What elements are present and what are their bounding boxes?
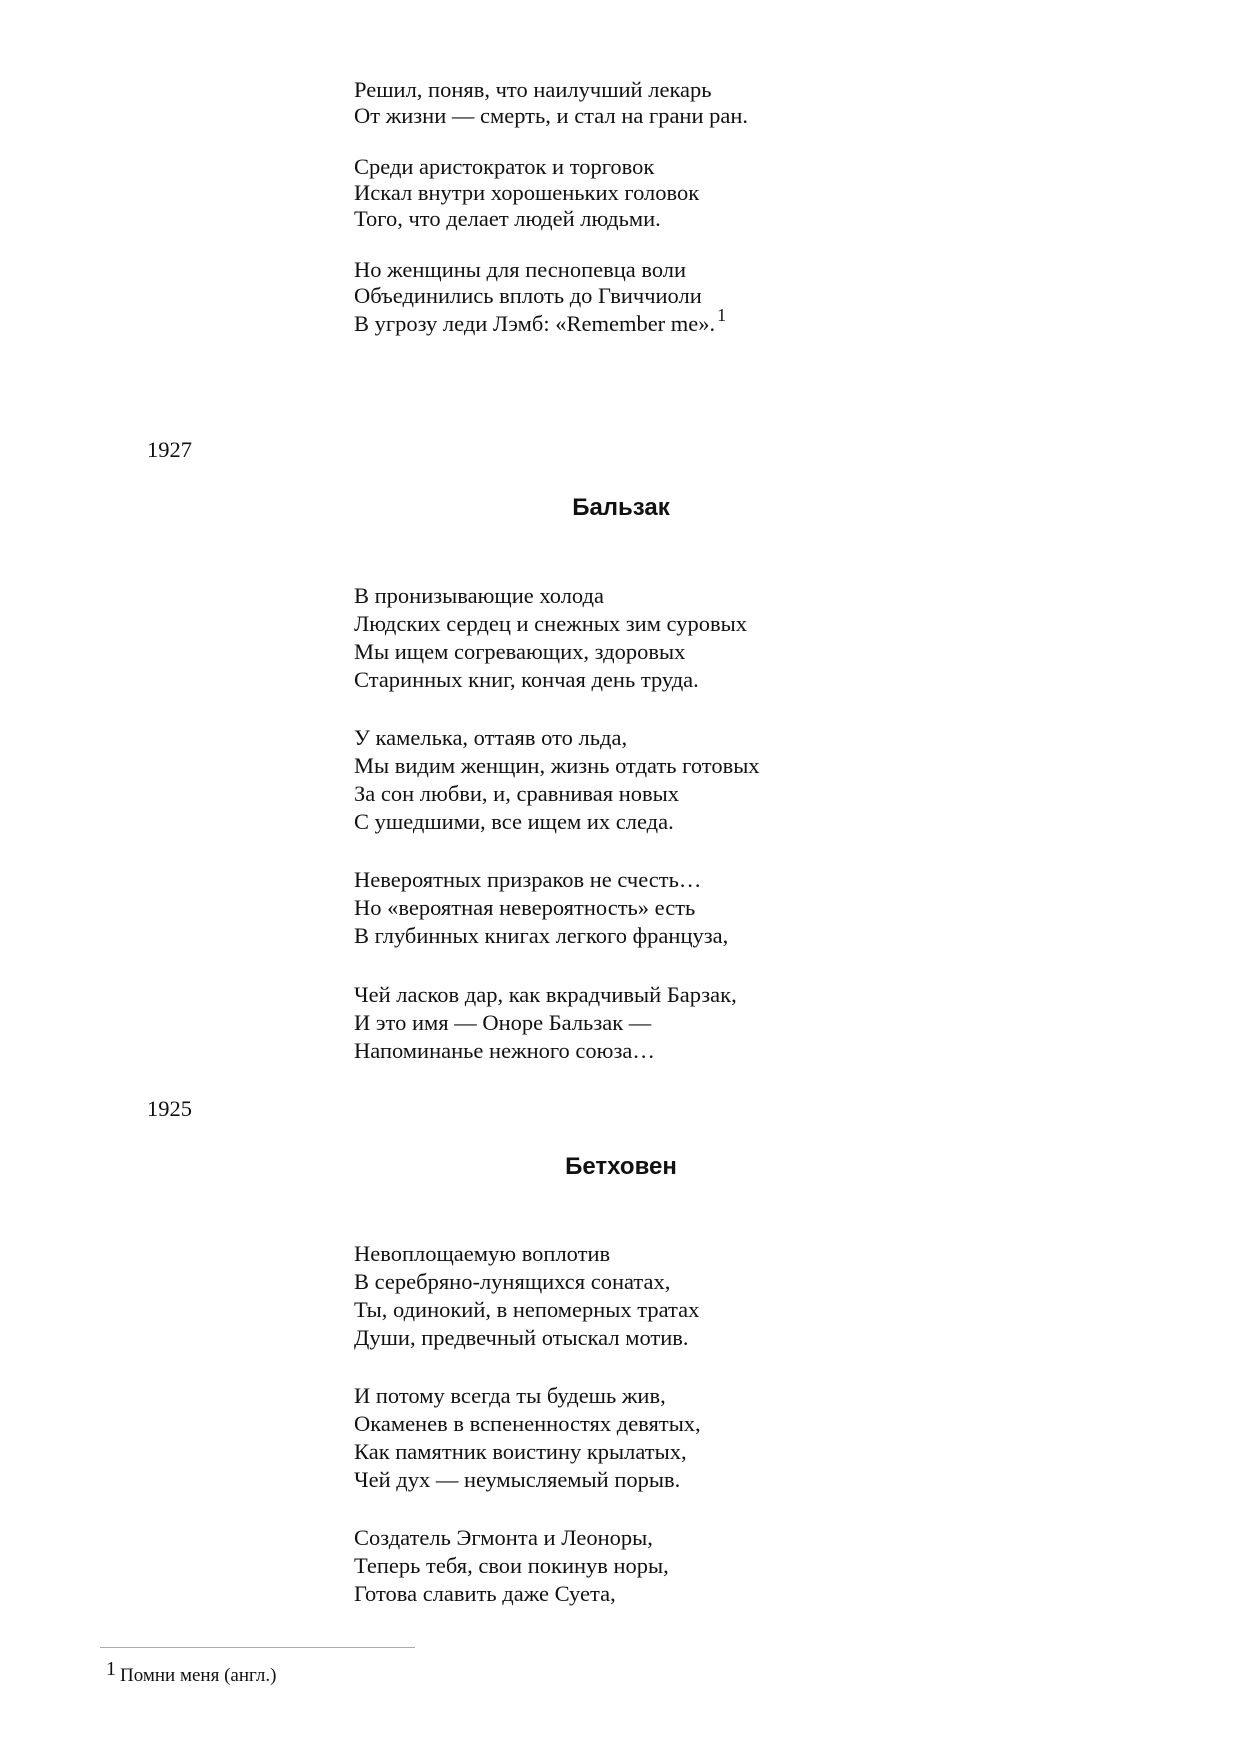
poem-line: Старинных книг, кончая день труда. [354,667,699,692]
poem-title: Бетховен [565,1153,677,1180]
poem-line: В глубинных книгах легкого француза, [354,923,729,948]
poem-year: 1925 [147,1096,192,1121]
poem-line: Невероятных призраков не счесть… [354,867,702,892]
poem-line: Напоминанье нежного союза… [354,1038,655,1063]
poem-line: Окаменев в вспененностях девятых, [354,1411,701,1436]
poem-line: Ты, одинокий, в непомерных тратах [354,1297,700,1322]
poem-line: И потому всегда ты будешь жив, [354,1383,666,1408]
poem-line: За сон любви, и, сравнивая новых [354,781,679,806]
poem-line: Решил, поняв, что наилучший лекарь [354,77,712,102]
poem-line: Готова славить даже Суета, [354,1581,616,1606]
poem-year: 1927 [147,437,192,462]
poem-line: Мы видим женщин, жизнь отдать готовых [354,753,760,778]
footnote [106,1658,277,1688]
poem-line: Людских сердец и снежных зим суровых [354,611,747,636]
footnote-separator [100,1647,415,1648]
poem-line-text: В угрозу леди Лэмб: «Remember me». [354,311,716,336]
poem-line: Но «вероятная невероятность» есть [354,895,696,920]
poem-line: Чей ласков дар, как вкрадчивый Барзак, [354,982,737,1007]
poem-line-with-footnote [354,305,727,339]
poem-line: Среди аристократок и торговок [354,154,655,179]
footnote-number: 1 [106,1658,116,1680]
poem-line: В серебряно-лунящихся сонатах, [354,1269,671,1294]
poem-title: Бальзак [572,494,670,521]
poem-line: Души, предвечный отыскал мотив. [354,1325,689,1350]
poem-line: Чей дух — неумысляемый порыв. [354,1467,681,1492]
poem-line: Мы ищем согревающих, здоровых [354,639,686,664]
poem-line: И это имя — Оноре Бальзак — [354,1010,652,1035]
footnote-text: Помни меня (англ.) [120,1665,277,1686]
poem-line: Но женщины для песнопевца воли [354,257,687,282]
poem-line: От жизни — смерть, и стал на грани ран. [354,103,749,128]
poem-line: Объединились вплоть до Гвиччиоли [354,283,702,308]
poem-line: У камелька, оттаяв ото льда, [354,725,628,750]
poem-line: В пронизывающие холода [354,583,604,608]
poem-line: Теперь тебя, свои покинув норы, [354,1553,669,1578]
footnote-reference[interactable]: 1 [717,305,727,325]
poem-line: С ушедшими, все ищем их следа. [354,809,674,834]
poem-line: Невоплощаемую воплотив [354,1241,611,1266]
poem-line: Как памятник воистину крылатых, [354,1439,687,1464]
poem-line: Искал внутри хорошеньких головок [354,180,700,205]
poem-line: Того, что делает людей людьми. [354,206,661,231]
poem-line: Создатель Эгмонта и Леоноры, [354,1525,653,1550]
